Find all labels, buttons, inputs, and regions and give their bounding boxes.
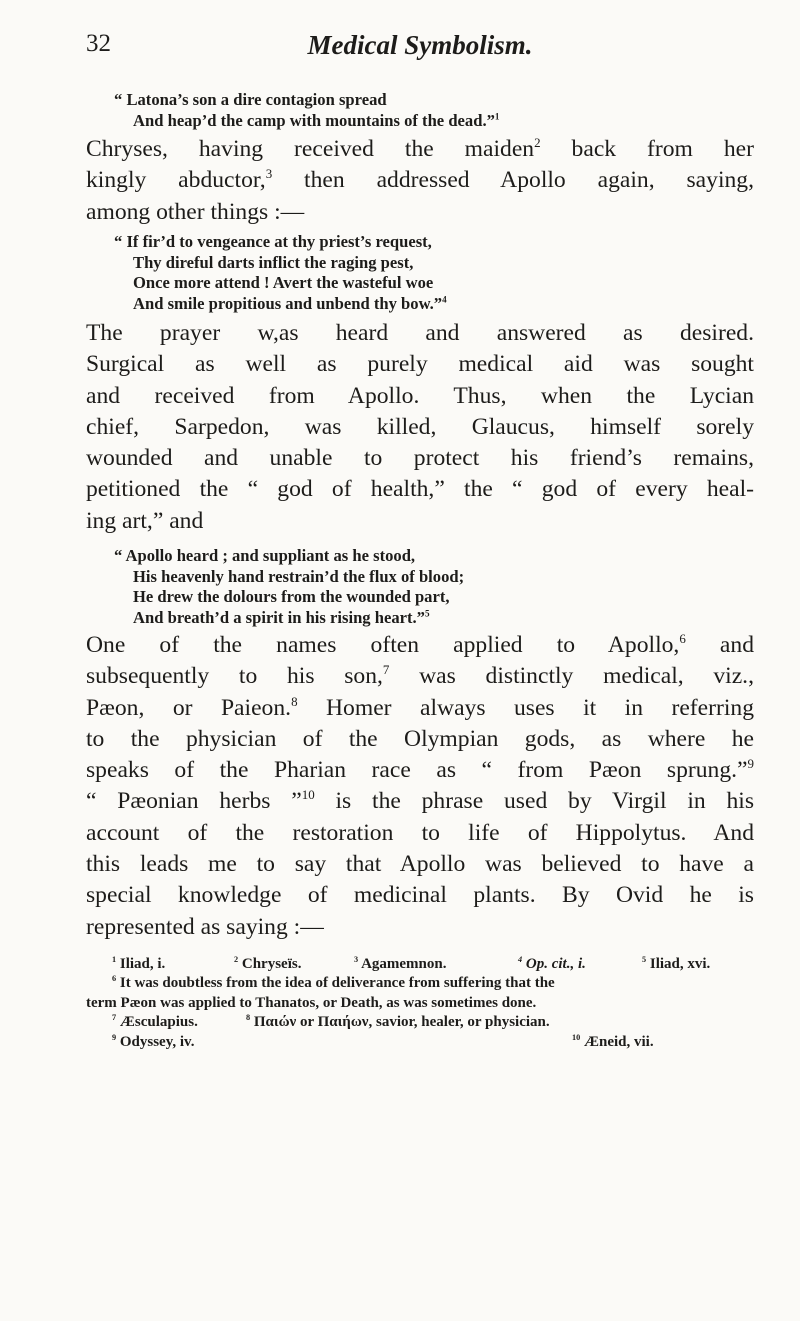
footnote-10: $^{10}$ Æneid, vii. [572,1032,654,1050]
page-number: 32 [86,30,111,57]
footnote-ref: 8 [291,693,298,709]
footnote-9: $^9$ Odyssey, iv. [112,1032,195,1050]
verse-quote-2 [114,232,782,314]
verse-line: His heavenly hand restrain’d the flux of blood; [133,566,465,586]
text-line: and received from Apollo. Thus, when the Lycian [86,382,754,409]
footnote-1: $^1$ Iliad, i. [112,955,166,972]
verse-line: He drew the dolours from the wounded part, [133,587,450,606]
verse-line: Thy direful darts inflict the raging pest, [133,252,414,272]
footnote-5: $^5$ Iliad, xvi. [642,955,711,972]
verse-quote-1 [114,90,782,131]
text-line: to the physician of the Olympian gods, as where he [86,725,754,752]
verse-line: Once more attend ! Avert the wasteful woe [133,273,434,292]
text-line: kingly abductor,$^3$ then addressed Apollo again, saying, [86,166,754,194]
text-line: Pæon, or Paieon.$^8$ Homer always uses it in referring [86,693,754,721]
text-line: Surgical as well as purely medical aid was sought [86,351,754,378]
footnote-ref: 3 [265,166,273,182]
footnote-ref: 7 [382,662,390,678]
page-header [86,30,754,62]
text-line: speaks of the Pharian race as “ from Pæon sprung.”$^9$ [86,756,754,784]
footnotes [86,955,754,1052]
text-line: subsequently to his son,$^7$ was distinctly medical, viz., [86,662,754,690]
verse-line: And heap’d the camp with mountains of the dead.” [133,110,495,130]
running-title: Medical Symbolism. [307,30,533,60]
text-line: this leads me to say that Apollo was believed to have a [86,851,754,878]
text-line: among other things :— [86,198,305,225]
text-line: Chryses, having received the maiden$^2$ back from her [86,135,754,162]
text-line: wounded and unable to protect his friend’s remains, [86,445,754,472]
footnote-row [86,955,754,974]
verse-line: “ Apollo heard ; and suppliant as he stood, [114,546,416,565]
text-line: chief, Sarpedon, was killed, Glaucus, himself sorely [86,413,754,440]
footnote-7: $^7$ Æsculapius. [112,1013,198,1031]
paragraph-2 [86,318,754,537]
footnote-6-continued: term Pæon was applied to Thanatos, or Death, as was sometimes done. [86,994,537,1011]
text-line: One of the names often applied to Apollo,$^6$ and [86,631,754,658]
text-line: The prayer w,as heard and answered as desired. [86,320,754,346]
text-line: represented as saying :— [86,913,324,940]
footnote-ref: 1 [494,110,500,121]
footnote-6: $^6$ It was doubtless from the idea of deliverance from suffering that the [112,974,555,992]
footnote-2: $^2$ Chryseïs. [234,955,302,972]
footnote-ref: 9 [747,756,754,772]
verse-quote-3 [114,546,782,628]
verse-line: “ If fir’d to vengeance at thy priest’s request, [114,232,432,251]
footnote-ref: 6 [679,631,686,647]
footnote-8: $^8$ Παιών or Παιήων, savior, healer, or physician. [246,1013,550,1031]
footnote-ref: 2 [534,135,541,151]
footnote-3: $^3$ Agamemnon. [354,955,447,972]
text-line: “ Pæonian herbs ”$^{10}$ is the phrase used by Virgil in his [86,787,754,815]
verse-line: And breath’d a spirit in his rising heart.” [133,607,425,627]
text-line: ing art,” and [86,507,204,534]
text-line: petitioned the “ god of health,” the “ god of every heal- [86,476,754,503]
verse-line: “ Latona’s son a dire contagion spread [114,90,387,109]
footnote-4: $^4$ Op. cit., i. [518,955,586,972]
verse-line: And smile propitious and unbend thy bow.” [133,293,443,313]
text-line: account of the restoration to life of Hippolytus. And [86,819,754,846]
paragraph-1 [86,134,754,228]
paragraph-3 [86,630,754,943]
footnote-row [86,1013,754,1032]
text-line: special knowledge of medicinal plants. By Ovid he is [86,882,754,909]
footnote-ref: 10 [301,787,315,803]
footnote-ref: 5 [424,607,430,618]
footnote-row [86,1033,754,1052]
footnote-ref: 4 [442,293,447,304]
